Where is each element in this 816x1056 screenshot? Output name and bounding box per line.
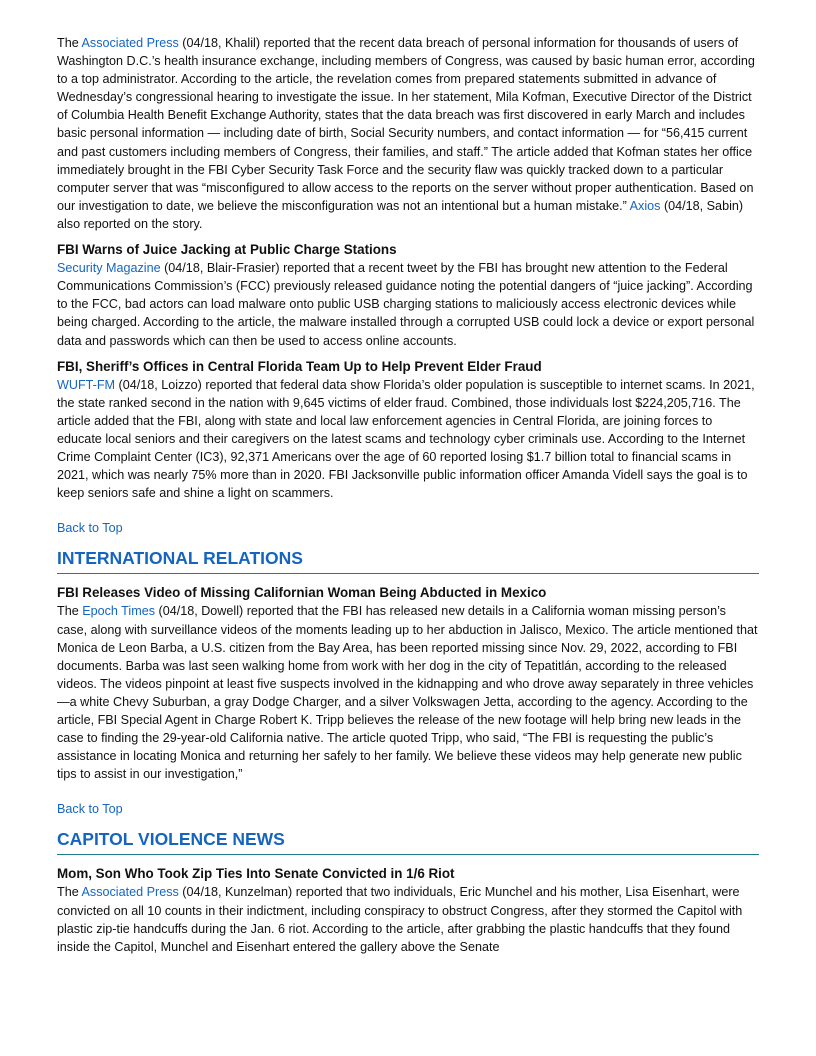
intro-prefix: The: [57, 36, 82, 50]
article-missing-woman: [57, 584, 759, 783]
intro-paragraph: [57, 34, 759, 233]
section-heading-capitol-violence-news: CAPITOL VIOLENCE NEWS: [57, 828, 759, 855]
article-text: (04/18, Kunzelman) reported that two individuals, Eric Munchel and his mother, Lisa Eisenhart, were convicted on all 10 counts in their indictment, including conspiracy to obstruct Congress, after they stormed the Capitol with plastic zip-tie handcuffs during the Jan. 6 riot. According to the article, after grabbing the plastic handcuffs that they found inside the Capitol, Munchel and Eisenhart entered the gallery above the Senate: [57, 885, 743, 954]
article-prefix: The: [57, 604, 83, 619]
intro-body: (04/18, Khalil) reported that the recent data breach of personal information for thousands of users of Washington D.C.’s health insurance exchange, including members of Congress, was caused by basic human error, according to a top administrator. According to the article, the revelation comes from prepared statements submitted in advance of Wednesday’s congressional hearing to investigate the issue. In her statement, Mila Kofman, Executive Director of the District of Columbia Health Benefit Exchange Authority, states that the data breach was first discovered in early March and includes basic personal information — including date of birth, Social Security numbers, and contact information — for “56,415 current and past customers including members of Congress, their families, and staff.” The article added that Kofman states her office immediately brought in the FBI Cyber Security Task Force and the security flaw was quickly tracked down to a particular computer server that was “misconfigured to allow access to the reports on the server without proper authentication. Based on our investigation to date, we believe the misconfiguration was not an intentional but a human mistake.”: [57, 36, 755, 213]
back-to-top-container: [57, 519, 759, 537]
newsletter-page: [57, 34, 759, 962]
article-text: (04/18, Dowell) reported that the FBI has released new details in a California woman missing person’s case, along with surveillance videos of the moments leading up to her abduction in Jalisco, Mexico. The article mentioned that Monica de Leon Barba, a U.S. citizen from the Bay Area, has been reported missing since Nov. 29, 2022, according to FBI documents. Barba was last seen walking home from work with her dog in the city of Tepatitlán, according to the released videos. The videos pinpoint at least five suspects involved in the kidnapping and who drove away separately in three vehicles—a white Chevy Suburban, a gray Dodge Charger, and a silver Volkswagen Jetta, according to the agency. According to the article, FBI Special Agent in Charge Robert K. Tripp believes the release of the new footage will help bring new leads in the case to finding the 29-year-old California native. The article quoted Tripp, who said, “The FBI is requesting the public’s assistance in locating Monica and returning her safely to her family. We believe these videos may help generate new public tips to assist in our investigation,”: [57, 604, 758, 782]
article-elder-fraud: [57, 358, 759, 503]
wuft-fm-link[interactable]: WUFT-FM: [57, 377, 116, 392]
article-zip-ties: [57, 865, 759, 955]
article-juice-jacking: [57, 241, 759, 350]
article-headline: Mom, Son Who Took Zip Ties Into Senate Convicted in 1/6 Riot: [57, 866, 455, 882]
back-to-top-container: [57, 800, 759, 818]
article-body: [57, 883, 759, 955]
article-headline: FBI Releases Video of Missing Californian Woman Being Abducted in Mexico: [57, 585, 547, 601]
intro-article: [57, 34, 759, 233]
back-to-top-link[interactable]: Back to Top: [57, 802, 123, 817]
back-to-top-link[interactable]: Back to Top: [57, 521, 123, 536]
article-headline: FBI Warns of Juice Jacking at Public Charge Stations: [57, 242, 397, 258]
epoch-times-link[interactable]: Epoch Times: [82, 604, 155, 619]
section-heading-international-relations: INTERNATIONAL RELATIONS: [57, 547, 759, 574]
article-body: [57, 602, 759, 783]
article-prefix: The: [57, 885, 82, 900]
article-text: (04/18, Loizzo) reported that federal data show Florida’s older population is susceptible to internet scams. In 2021, the state ranked second in the nation with 9,645 victims of elder fraud. Combined, those individuals lost $224,205,716. The article added that the FBI, along with state and local law enforcement agencies in Central Florida, are joining forces to educate local seniors and their caregivers on the latest scams and technology cyber criminals use. According to the Internet Crime Complaint Center (IC3), 92,371 Americans over the age of 60 reported losing $1.7 billion total to financial scams in 2021, which was nearly 75% more than in 2020. FBI Jacksonville public information officer Amanda Videll says the goal is to keep seniors safe and shine a light on scammers.: [57, 377, 755, 501]
associated-press-link[interactable]: Associated Press: [81, 36, 179, 50]
security-magazine-link[interactable]: Security Magazine: [57, 261, 161, 276]
article-body: [57, 376, 759, 503]
article-headline: FBI, Sheriff’s Offices in Central Florida Team Up to Help Prevent Elder Fraud: [57, 358, 542, 374]
article-body: [57, 259, 759, 349]
associated-press-link[interactable]: Associated Press: [81, 885, 179, 900]
axios-link[interactable]: Axios: [629, 198, 661, 213]
intro-suffix: (04/18, Sabin) also reported on the story.: [57, 198, 744, 231]
article-text: (04/18, Blair-Frasier) reported that a recent tweet by the FBI has brought new attention to the Federal Communications Commission’s (FCC) previously released guidance noting the potential dangers of “juice jacking”. According to the FCC, bad actors can load malware onto public USB charging stations to maliciously access electronic devices while being charged. According to the article, the malware installed through a corrupted USB could lock a device or export personal data and passwords which can then be used to access online accounts.: [57, 261, 755, 348]
